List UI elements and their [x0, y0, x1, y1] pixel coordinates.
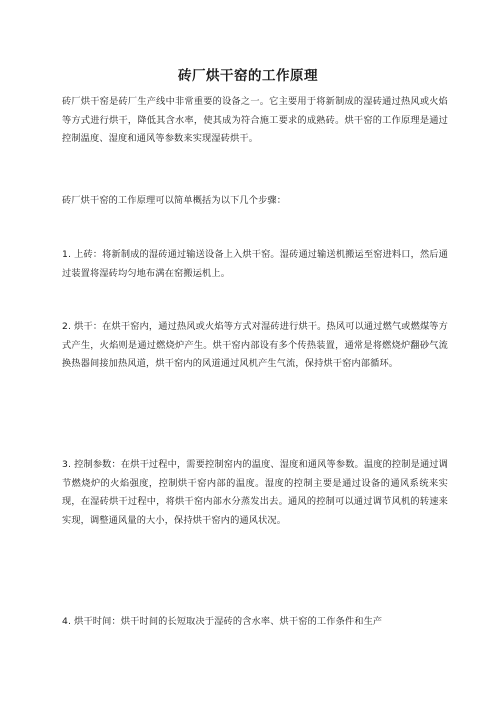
paragraph-step-1: 1. 上砖：将新制成的湿砖通过输送设备上入烘干窑。湿砖通过输送机搬运至窑进料口，然后通过装置将湿砖均匀地布满在窑搬运机上。: [62, 249, 448, 279]
paragraph-steps-lead: 砖厂烘干窑的工作原理可以简单概括为以下几个步骤：: [62, 195, 287, 206]
paragraph-step-4: 4. 烘干时间：烘干时间的长短取决于湿砖的含水率、烘干窑的工作条件和生产: [62, 616, 383, 627]
document-title: 砖厂烘干窑的工作原理: [178, 68, 318, 84]
paragraph-step-2: 2. 烘干：在烘干窑内，通过热风或火焰等方式对湿砖进行烘干。热风可以通过燃气或燃煤等方式产生，火焰则是通过燃烧炉产生。烘干窑内部设有多个传热装置，通常是将燃烧炉翻砂气流换热器间接加热风道，烘干窑内的风道通过风机产生气流，保持烘干窑内部循环。: [62, 321, 448, 370]
paragraph-intro: 砖厂烘干窑是砖厂生产线中非常重要的设备之一。它主要用于将新制成的湿砖通过热风或火焰等方式进行烘干，降低其含水率，使其成为符合施工要求的成熟砖。烘干窑的工作原理是通过控制温度、湿度和通风等参数来实现湿砖烘干。: [62, 96, 448, 145]
paragraph-step-3: 3. 控制参数：在烘干过程中，需要控制窑内的温度、湿度和通风等参数。温度的控制是通过调节燃烧炉的火焰强度，控制烘干窑内部的温度。湿度的控制主要是通过设备的通风系统来实现，在湿砖烘干过程中，将烘干窑内部水分蒸发出去。通风的控制可以通过调节风机的转速来实现，调整通风量的大小，保持烘干窑内的通风状况。: [62, 459, 448, 526]
